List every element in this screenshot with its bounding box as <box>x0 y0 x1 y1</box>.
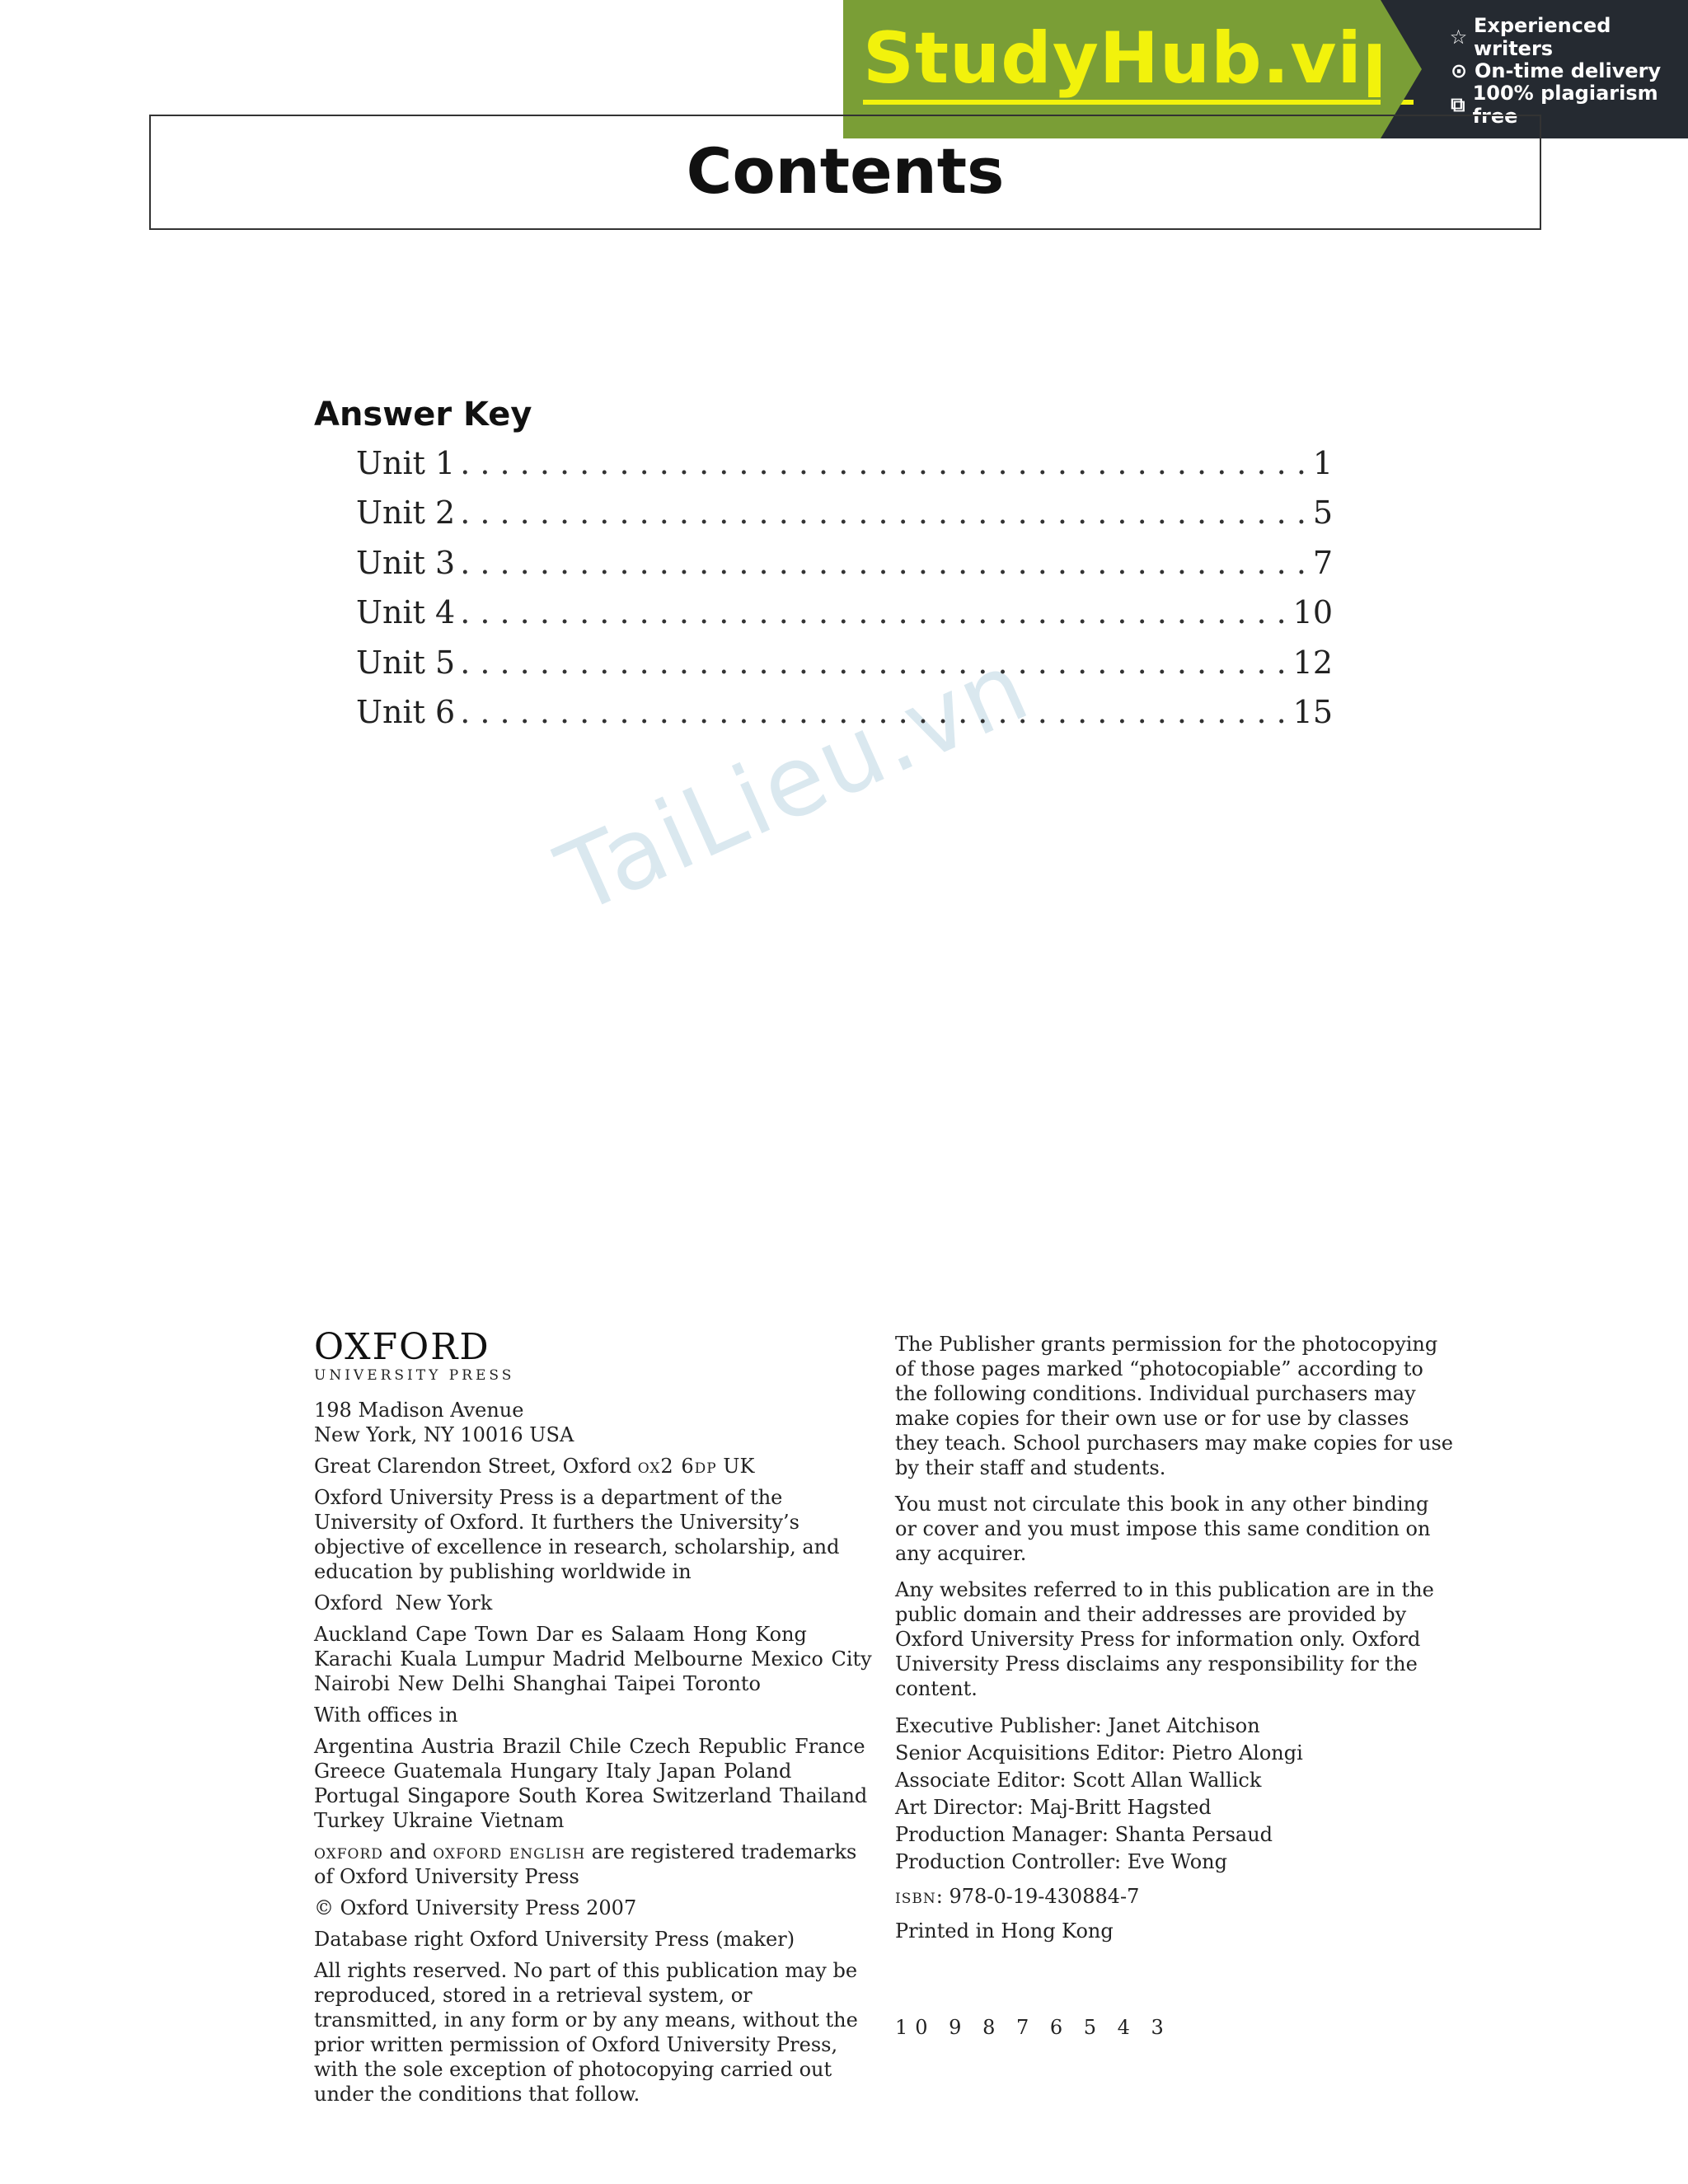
toc-entry-unit-5[interactable] <box>356 644 1333 694</box>
feature-label: On-time delivery <box>1475 59 1662 82</box>
oxford-logo-subtitle: UNIVERSITY PRESS <box>314 1367 515 1384</box>
toc-label: Unit 6 <box>356 693 456 730</box>
feature-label: Experienced writers <box>1473 13 1611 60</box>
watermark: TaiLieu.vn <box>542 628 1045 936</box>
offices-label: With offices in <box>314 1704 458 1727</box>
toc-leader <box>460 545 1310 581</box>
toc-page-number: 12 <box>1292 644 1333 681</box>
toc-entry-unit-3[interactable] <box>356 545 1333 594</box>
credit-line: Production Manager: Shanta Persaud <box>895 1823 1273 1846</box>
address-line: Great Clarendon Street, Oxford <box>314 1455 638 1478</box>
feature-label: 100% plagiarism free <box>1472 81 1658 128</box>
address-line: New York, NY 10016 USA <box>314 1423 574 1446</box>
photocopy-permission: The Publisher grants permission for the photocopying of those pages marked “photocopiable” according to the following conditions. Individual purchasers may make copies for their own use or for use by classes they teach. School purchasers may make copies for use by their staff and students. <box>895 1333 1453 1479</box>
credit-line: Executive Publisher: Janet Aitchison <box>895 1714 1260 1737</box>
toc-leader <box>460 494 1310 531</box>
table-of-contents <box>356 445 1333 743</box>
trademark-notice <box>314 1840 874 1889</box>
toc-heading: Answer Key <box>314 396 532 434</box>
credit-line: Associate Editor: Scott Allan Wallick <box>895 1769 1262 1792</box>
star-icon: ☆ <box>1449 25 1468 49</box>
copyright-line: © Oxford University Press 2007 <box>314 1896 637 1919</box>
cities-list: Auckland Cape Town Dar es Salaam Hong Kong Karachi Kuala Lumpur Madrid Melbourne Mexico City Nairobi New Delhi Shanghai Taipei Toronto <box>314 1623 872 1695</box>
credits-list <box>895 1713 1456 1876</box>
toc-leader <box>460 594 1289 630</box>
page-title: Contents <box>686 134 1005 208</box>
offices-list: Argentina Austria Brazil Chile Czech Republic France Greece Guatemala Hungary Italy Japan Poland Portugal Singapore South Korea Switzerland Thailand Turkey Ukraine Vietnam <box>314 1735 868 1832</box>
trademark-rest: are registered trademarks of Oxford University Press <box>314 1840 857 1888</box>
feature-experienced <box>1448 13 1688 60</box>
banner-brand: StudyHub.vip <box>863 23 1414 94</box>
credit-line: Production Controller: Eve Wong <box>895 1850 1227 1873</box>
toc-leader <box>460 694 1289 730</box>
circulation-notice: You must not circulate this book in any other binding or cover and you must impose this same condition on any acquirer. <box>895 1493 1431 1565</box>
toc-page-number: 15 <box>1292 693 1333 730</box>
main-cities: Oxford New York <box>314 1591 493 1615</box>
toc-label: Unit 5 <box>356 644 456 681</box>
websites-disclaimer: Any websites referred to in this publication are in the public domain and their addresses are provided by Oxford University Press for information only. Oxford University Press disclaims any responsibility for the content. <box>895 1578 1434 1700</box>
printed-in: Printed in Hong Kong <box>895 1919 1114 1943</box>
address-line: 198 Madison Avenue <box>314 1399 524 1422</box>
toc-label: Unit 2 <box>356 494 456 532</box>
toc-label: Unit 1 <box>356 445 456 481</box>
trademark-oxford: oxford <box>314 1840 383 1863</box>
toc-page-number: 10 <box>1292 594 1333 631</box>
toc-label: Unit 3 <box>356 544 456 581</box>
trademark-oxford-english: oxford english <box>433 1840 586 1863</box>
toc-page-number: 7 <box>1312 544 1333 581</box>
trademark-conjunction: and <box>382 1840 434 1863</box>
imprint-left-column <box>314 1326 874 2113</box>
clock-icon: ⊙ <box>1450 59 1468 82</box>
isbn-line <box>895 1884 1456 1909</box>
department-statement: Oxford University Press is a department of the University of Oxford. It furthers the University’s objective of excellence in research, scholarship, and education by publishing worldwide in <box>314 1486 840 1583</box>
toc-leader <box>460 445 1310 481</box>
toc-entry-unit-6[interactable] <box>356 694 1333 743</box>
toc-page-number: 1 <box>1312 445 1333 481</box>
credit-line: Senior Acquisitions Editor: Pietro Alongi <box>895 1741 1303 1765</box>
imprint-right-column <box>895 1332 1456 1950</box>
uk-address <box>314 1454 874 1479</box>
address-country: UK <box>716 1455 755 1478</box>
oxford-logo: OXFORD <box>314 1326 490 1368</box>
print-run-numbers: 10 9 8 7 6 5 4 3 <box>895 2016 1171 2039</box>
isbn-value: : 978-0-19-430884-7 <box>935 1885 1140 1908</box>
toc-label: Unit 4 <box>356 594 456 631</box>
toc-leader <box>460 644 1289 681</box>
publisher-address <box>314 1398 874 1447</box>
toc-entry-unit-1[interactable] <box>356 445 1333 494</box>
toc-page-number: 5 <box>1312 494 1333 532</box>
isbn-label: isbn <box>895 1885 936 1908</box>
postcode: ox2 6dp <box>637 1455 717 1478</box>
rights-reserved: All rights reserved. No part of this publication may be reproduced, stored in a retrieval system, or transmitted, in any form or by any means, without the prior written permission of Oxford University Press, with the sole exception of photocopying carried out under the conditions that follow. <box>314 1959 858 2106</box>
title-box <box>149 115 1541 230</box>
copy-icon: ⧉ <box>1451 92 1465 116</box>
database-right: Database right Oxford University Press (maker) <box>314 1928 795 1951</box>
credit-line: Art Director: Maj-Britt Hagsted <box>895 1796 1212 1819</box>
toc-entry-unit-4[interactable] <box>356 594 1333 644</box>
toc-entry-unit-2[interactable] <box>356 494 1333 544</box>
